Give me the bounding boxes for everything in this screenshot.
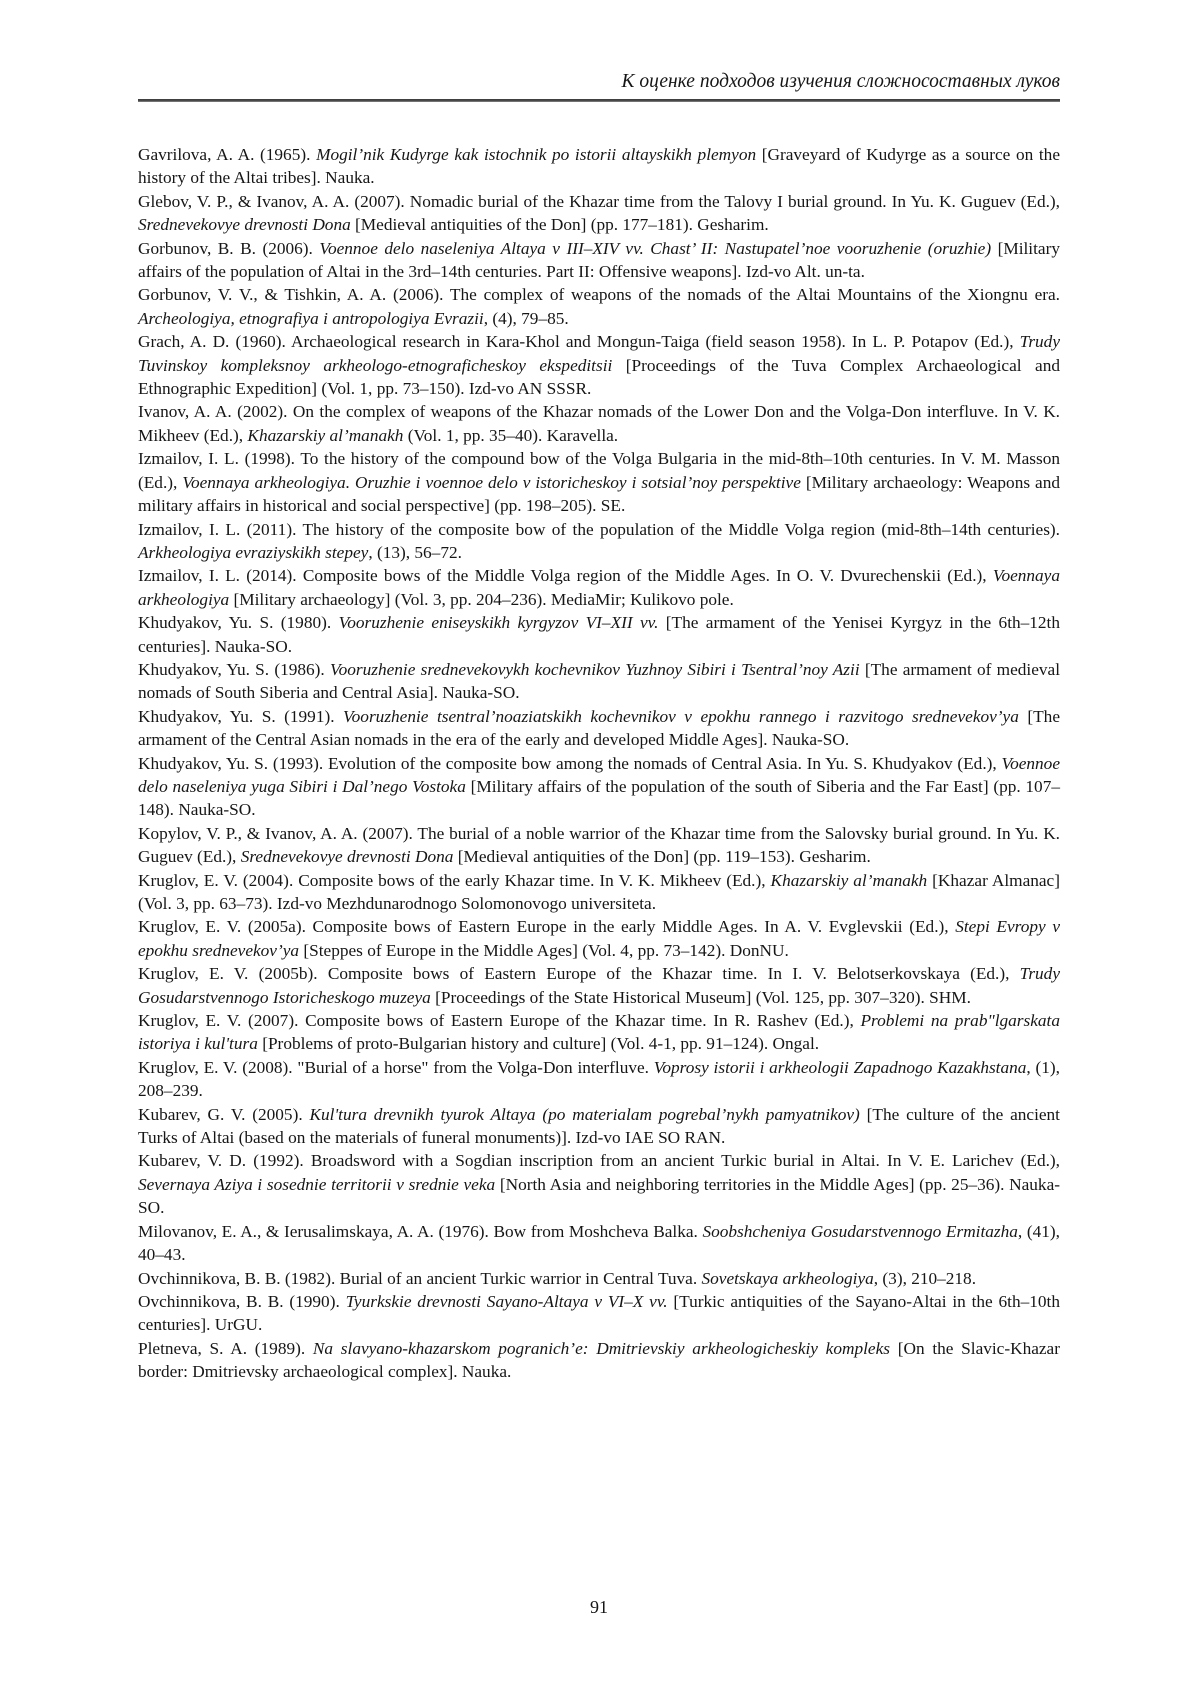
reference-entry <box>138 705 1060 752</box>
reference-title: Trudy Gosudarstvennogo Istoricheskogo muzeya <box>138 964 1060 1007</box>
reference-text: Gorbunov, V. V., & Tishkin, A. A. (2006). The complex of weapons of the nomads of the Altai Mountains of the Xiongnu era. <box>138 285 1060 305</box>
reference-text: , (41), 40–43. <box>138 1221 1060 1265</box>
reference-entry <box>138 1149 1060 1219</box>
reference-title: Khazarskiy al’manakh <box>770 870 928 890</box>
reference-title: Srednevekovye drevnosti Dona <box>240 847 454 867</box>
reference-text: Glebov, V. P., & Ivanov, A. A. (2007). Nomadic burial of the Khazar time from the Talovy I burial ground. In Yu. K. Guguev (Ed.), <box>138 191 1060 211</box>
reference-title: Kul'tura drevnikh tyurok Altaya (po materialam pogrebal’nykh pamyatnikov) <box>309 1104 860 1124</box>
reference-text: Grach, A. D. (1960). Archaeological research in Kara-Khol and Mongun-Taiga (field season 1958). In L. P. Potapov (Ed.), <box>138 332 1020 352</box>
reference-text: Milovanov, E. A., & Ierusalimskaya, A. A. (1976). Bow from Moshcheva Balka. <box>138 1221 703 1241</box>
reference-text: [On the Slavic-Khazar border: Dmitrievsky archaeological complex]. Nauka. <box>138 1338 1060 1382</box>
reference-text: [Military affairs of the population of the south of Siberia and the Far East] (pp. 107–148). Nauka-SO. <box>138 776 1060 820</box>
reference-entry <box>138 564 1060 611</box>
reference-title: Arkheologiya evraziyskikh stepey <box>138 542 369 562</box>
reference-text: [Graveyard of Kudyrge as a source on the history of the Altai tribes]. Nauka. <box>138 145 1060 188</box>
reference-entry <box>138 822 1060 869</box>
reference-text: , (3), 210–218. <box>873 1268 977 1288</box>
reference-text: [The culture of the ancient Turks of Altai (based on the materials of funeral monuments)]. Izd-vo IAE SO RAN. <box>138 1104 1060 1148</box>
reference-title: Voennaya arkheologiya <box>138 566 1060 609</box>
reference-text: [Medieval antiquities of the Don] (pp. 119–153). Gesharim. <box>453 847 871 867</box>
reference-text: Gorbunov, B. B. (2006). <box>138 238 320 258</box>
reference-text: Ovchinnikova, B. B. (1982). Burial of an ancient Turkic warrior in Central Tuva. <box>138 1268 702 1288</box>
reference-entry <box>138 869 1060 916</box>
reference-text: Gavrilova, A. A. (1965). <box>138 145 317 164</box>
reference-text: , (4), 79–85. <box>483 308 569 328</box>
reference-title: Sovetskaya arkheologiya <box>701 1268 874 1288</box>
reference-text: [Military archaeology] (Vol. 3, pp. 204–236). MediaMir; Kulikovo pole. <box>229 589 734 609</box>
reference-title: Vooruzhenie srednevekovykh kochevnikov Yuzhnoy Sibiri i Tsentral’noy Azii <box>329 659 860 679</box>
reference-title: Stepi Evropy v epokhu srednevekov’ya <box>138 917 1060 960</box>
reference-entry <box>138 658 1060 705</box>
reference-text: , (13), 56–72. <box>368 542 462 562</box>
reference-text: Izmailov, I. L. (1998). To the history of the compound bow of the Volga Bulgaria in the mid-8th–10th centuries. In V. M. Masson (Ed.), <box>138 449 1060 492</box>
reference-text: [Steppes of Europe in the Middle Ages] (Vol. 4, pp. 73–142). DonNU. <box>299 940 789 960</box>
reference-text: [Medieval antiquities of the Don] (pp. 177–181). Gesharim. <box>350 215 769 235</box>
reference-title: Problemi na prab"lgarskata istoriya i kul'tura <box>138 1011 1060 1054</box>
reference-entry <box>138 1290 1060 1337</box>
page-number: 91 <box>590 1597 608 1617</box>
reference-title: Archeologiya, etnografiya i antropologiya Evrazii <box>138 308 484 328</box>
reference-title: Voennoe delo naseleniya Altaya v III–XIV vv. Chast’ II: Nastupatel’noe vooruzhenie (oruzhie) <box>319 238 992 258</box>
reference-entry <box>138 518 1060 565</box>
reference-title: Mogil’nik Kudyrge kak istochnik po istorii altayskikh plemyon <box>316 145 757 164</box>
reference-entry <box>138 400 1060 447</box>
reference-entry <box>138 237 1060 284</box>
reference-text: (Vol. 1, pp. 35–40). Karavella. <box>403 425 619 445</box>
reference-text: Khudyakov, Yu. S. (1993). Evolution of the composite bow among the nomads of Central Asia. In Yu. S. Khudyakov (Ed.), <box>138 753 1002 773</box>
reference-text: [The armament of medieval nomads of South Siberia and Central Asia]. Nauka-SO. <box>138 659 1061 703</box>
reference-entry <box>138 1220 1060 1267</box>
running-head: К оценке подходов изучения сложносоставных луков <box>621 71 1060 92</box>
reference-text: , (1), 208–239. <box>138 1057 1060 1101</box>
header-rule <box>138 99 1060 102</box>
references-list <box>138 143 1060 1384</box>
reference-entry <box>138 1267 1060 1290</box>
reference-text: Kruglov, E. V. (2004). Composite bows of the early Khazar time. In V. K. Mikheev (Ed.), <box>138 870 771 890</box>
reference-text: [The armament of the Central Asian nomads in the era of the early and developed Middle Ages]. Nauka-SO. <box>138 706 1060 750</box>
reference-title: Tyurkskie drevnosti Sayano-Altaya v VI–X vv. <box>345 1291 668 1311</box>
reference-title: Voennoe delo naseleniya yuga Sibiri i Dal’nego Vostoka <box>138 753 1060 796</box>
reference-title: Srednevekovye drevnosti Dona <box>138 215 351 235</box>
reference-text: [Proceedings of the State Historical Museum] (Vol. 125, pp. 307–320). SHM. <box>430 987 971 1007</box>
reference-title: Voprosy istorii i arkheologii Zapadnogo Kazakhstana <box>653 1057 1027 1077</box>
reference-title: Na slavyano-khazarskom pogranich’e: Dmitrievskiy arkheologicheskiy kompleks <box>312 1338 890 1358</box>
reference-entry <box>138 752 1060 822</box>
reference-title: Voennaya arkheologiya. Oruzhie i voennoe delo v istoricheskoy i sotsial’noy perspektive <box>182 472 801 492</box>
reference-entry <box>138 1337 1060 1384</box>
reference-text: [Military affairs of the population of Altai in the 3rd–14th centuries. Part II: Offensive weapons]. Izd-vo Alt. un-ta. <box>138 238 1060 282</box>
reference-text: [Proceedings of the Tuva Complex Archaeological and Ethnographic Expedition] (Vol. 1, pp. 73–150). Izd-vo AN SSSR. <box>138 355 1060 399</box>
reference-text: [Turkic antiquities of the Sayano-Altai in the 6th–10th centuries]. UrGU. <box>138 1291 1060 1335</box>
reference-text: [Khazar Almanac] (Vol. 3, pp. 63–73). Izd-vo Mezhdunarodnogo Solomonovogo universiteta. <box>138 870 1060 913</box>
reference-entry <box>138 962 1060 1009</box>
reference-entry <box>138 190 1060 237</box>
reference-title: Trudy Tuvinskoy kompleksnoy arkheologo-etnograficheskoy ekspeditsii <box>138 332 1060 375</box>
reference-text: Khudyakov, Yu. S. (1991). <box>138 706 344 726</box>
reference-entry <box>138 143 1060 190</box>
reference-entry <box>138 611 1060 658</box>
reference-text: Kubarev, G. V. (2005). <box>138 1104 310 1124</box>
reference-text: [Problems of proto-Bulgarian history and culture] (Vol. 4-1, pp. 91–124). Ongal. <box>257 1034 820 1054</box>
reference-entry <box>138 330 1060 400</box>
reference-text: Khudyakov, Yu. S. (1986). <box>138 659 330 679</box>
reference-text: Ivanov, A. A. (2002). On the complex of weapons of the Khazar nomads of the Lower Don and the Volga-Don interfluve. In V. K. Mikheev (Ed.), <box>138 402 1060 445</box>
reference-title: Vooruzhenie eniseyskikh kyrgyzov VI–XII vv. <box>338 613 659 633</box>
reference-title: Soobshcheniya Gosudarstvennogo Ermitazha <box>702 1221 1018 1241</box>
reference-entry <box>138 447 1060 517</box>
reference-text: Pletneva, S. A. (1989). <box>138 1338 313 1358</box>
reference-text: [The armament of the Yenisei Kyrgyz in the 6th–12th centuries]. Nauka-SO. <box>138 613 1060 656</box>
reference-entry <box>138 1103 1060 1150</box>
reference-text: Ovchinnikova, B. B. (1990). <box>138 1291 346 1311</box>
reference-entry <box>138 915 1060 962</box>
reference-title: Severnaya Aziya i sosednie territorii v srednie veka <box>138 1174 496 1194</box>
reference-text: Kruglov, E. V. (2007). Composite bows of Eastern Europe of the Khazar time. In R. Rashev (Ed.), <box>138 1011 861 1031</box>
reference-text: Kruglov, E. V. (2005b). Composite bows of Eastern Europe of the Khazar time. In I. V. Belotserkovskaya (Ed.), <box>138 964 1020 984</box>
reference-title: Vooruzhenie tsentral’noaziatskikh kochevnikov v epokhu rannego i razvitogo srednevekov’ya <box>343 706 1019 726</box>
reference-text: Kruglov, E. V. (2008). "Burial of a horse" from the Volga-Don interfluve. <box>138 1057 654 1077</box>
reference-text: Khudyakov, Yu. S. (1980). <box>138 613 339 633</box>
reference-text: [North Asia and neighboring territories in the Middle Ages] (pp. 25–36). Nauka-SO. <box>138 1174 1060 1218</box>
reference-entry <box>138 1056 1060 1103</box>
reference-entry <box>138 1009 1060 1056</box>
reference-text: [Military archaeology: Weapons and military affairs in historical and social perspective] (pp. 198–205). SE. <box>138 472 1061 516</box>
reference-text: Kopylov, V. P., & Ivanov, A. A. (2007). The burial of a noble warrior of the Khazar time from the Salovsky burial ground. In Yu. K. Guguev (Ed.), <box>138 823 1060 867</box>
reference-text: Izmailov, I. L. (2014). Composite bows of the Middle Volga region of the Middle Ages. In O. V. Dvurechenskii (Ed.), <box>138 566 993 586</box>
reference-entry <box>138 283 1060 330</box>
reference-text: Kubarev, V. D. (1992). Broadsword with a Sogdian inscription from an ancient Turkic burial in Altai. In V. E. Larichev (Ed.), <box>138 1151 1060 1171</box>
reference-text: Kruglov, E. V. (2005a). Composite bows of Eastern Europe in the early Middle Ages. In A. V. Evglevskii (Ed.), <box>138 917 956 937</box>
reference-title: Khazarskiy al’manakh <box>247 425 404 445</box>
reference-text: Izmailov, I. L. (2011). The history of the composite bow of the population of the Middle Volga region (mid-8th–14th centuries). <box>138 519 1060 539</box>
